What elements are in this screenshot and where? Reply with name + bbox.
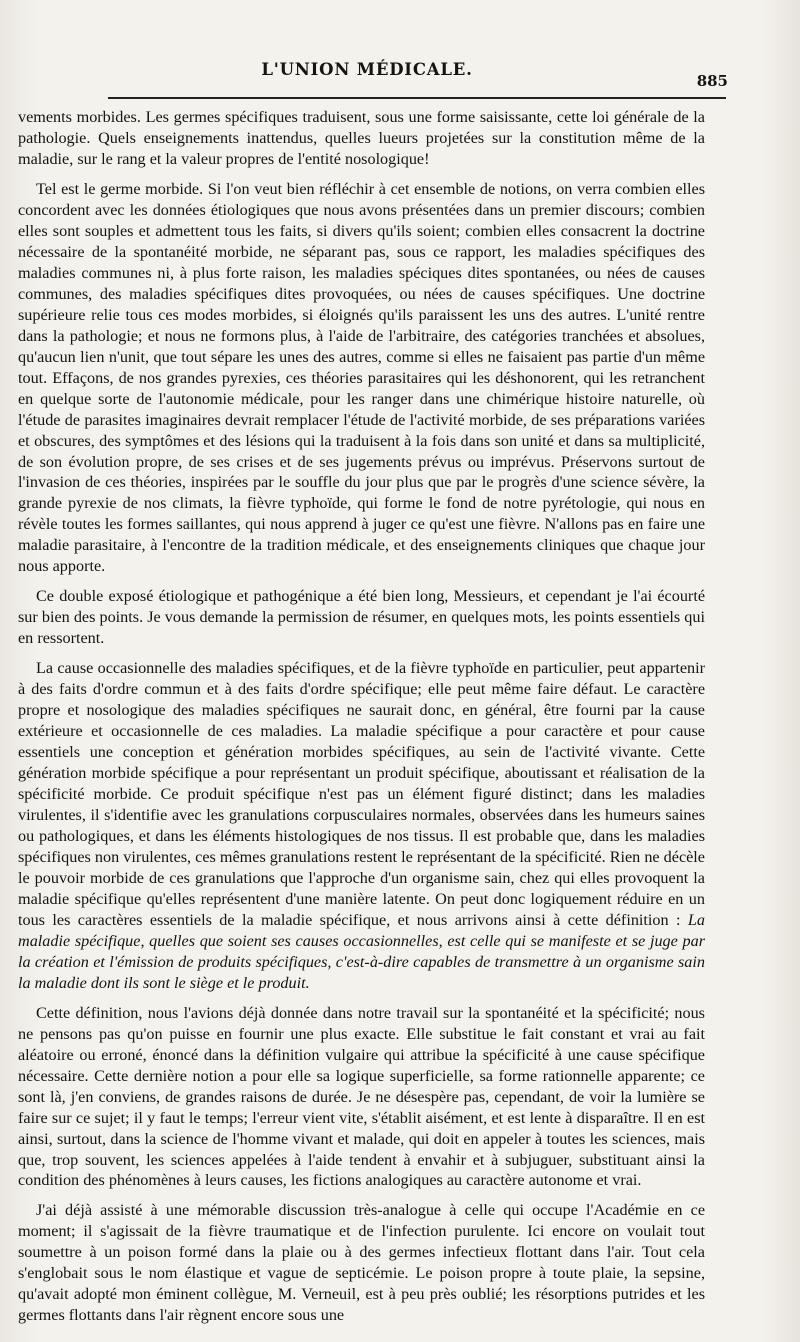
page-header <box>18 0 728 96</box>
journal-title: L'UNION MÉDICALE. <box>261 60 473 79</box>
page-number: 885 <box>696 72 728 90</box>
paragraph: J'ai déjà assisté à une mémorable discussion très-analogue à celle qui occupe l'Académie en ce moment; il s'agissait de la fièvre traumatique et de l'infection purulente. Ici encore on voulait tout soumettre à un poison formé dans la plaie ou à des germes infectieux flottant dans l'air. Tout cela s'englobait sous le nom élastique et vague de septicémie. Le poison propre à toute plaie, la sepsine, qu'avait adopté mon éminent collègue, M. Verneuil, est à peu près oublié; les résorptions putrides et les germes flottants dans l'air règnent encore sous une <box>18 1201 705 1325</box>
paragraph <box>18 658 705 994</box>
article-body <box>18 107 705 1337</box>
paragraph: Ce double exposé étiologique et pathogénique a été bien long, Messieurs, et cependant je l'ai écourté sur bien des points. Je vous demande la permission de résumer, en quelques mots, les points essentiels qui en ressortent. <box>18 587 705 648</box>
paragraph: Cette définition, nous l'avions déjà donnée dans notre travail sur la spontanéité et la spécificité; nous ne pensons pas qu'on puisse en fournir une plus exacte. Elle substitue le fait constant et vrai au fait aléatoire ou erroné, énoncé dans la définition vulgaire qui attribue la spécificité à une cause spécifique nécessaire. Cette dernière notion a pour elle sa logique superficielle, sa forme rationnelle apparente; ce sont là, j'en conviens, de grandes raisons de durée. Je ne désespère pas, cependant, de voir la lumière se faire sur ce sujet; il y faut le temps; l'erreur vient vite, s'établit aisément, et est lente à disparaître. Il en est ainsi, surtout, dans la science de l'homme vivant et malade, qui doit en appeler à toutes les sciences, mais que, trop souvent, les sciences appelées à l'aide tendent à envahir et à subjuguer, substituant ainsi la condition des phénomènes à leurs causes, les fictions analogiques au caractère autonome et vrai. <box>18 1003 705 1190</box>
paragraph: vements morbides. Les germes spécifiques traduisent, sous une forme saisissante, cette loi générale de la pathologie. Quels enseignements inattendus, quelles lueurs projetées sur la constitution même de la maladie, sur le rang et la valeur propres de l'entité nosologique! <box>18 108 705 168</box>
paragraph: Tel est le germe morbide. Si l'on veut bien réfléchir à cet ensemble de notions, on verra combien elles concordent avec les données étiologiques que nous avons présentées dans un premier discours; combien elles sont souples et admettent tous les faits, si divers qu'ils soient; combien elles consacrent la doctrine nécessaire de la spontanéité morbide, ne séparant pas, sous ce rapport, les maladies spécifiques des maladies communes ni, à plus forte raison, les maladies spéciques dites spontanées, ou nées de causes communes, des maladies spécifiques dites provoquées, ou nées de causes spécifiques. Une doctrine supérieure relie tous ces modes morbides, si éloignés qu'ils paraissent les uns des autres. L'unité rentre dans la pathologie; et nous ne formons plus, à l'aide de l'arbitraire, des catégories tranchées et absolues, qu'aucun lien n'unit, que tout sépare les unes des autres, comme si elles ne faisaient pas partie d'un même tout. Effaçons, de nos grandes pyrexies, ces théories parasitaires qui les déshonorent, qui les retranchent en quelque sorte de l'autonomie médicale, pour les ranger dans une chimérique histoire naturelle, où l'étude de parasites imaginaires devrait remplacer l'étude de l'activité morbide, de ses préparations variées et obscures, des symptômes et des lésions qui la traduisent à la fois dans son unité et dans sa multiplicité, de son évolution propre, de ses crises et de ses jugements prévus ou imprévus. Préservons surtout de l'invasion de ces théories, inspirées par le souffle du jour plus que par le progrès d'une science sévère, la grande pyrexie de nos climats, la fièvre typhoïde, qui forme le fond de notre pyrétologie, qui nous en révèle toutes les formes saillantes, qui nous apprend à juger ce qu'est une fièvre. N'allons pas en faire une maladie parasitaire, à l'encontre de la tradition médicale, et des enseignements cliniques que chaque jour nous apporte. <box>18 179 705 576</box>
definition-italic: La maladie spécifique, quelles que soient ses causes occasionnelles, est celle qui se manifeste et se juge par la création et l'émission de produits spécifiques, c'est-à-dire capables de transmettre à un organisme sain la maladie dont ils sont le siège et le produit. <box>18 910 705 992</box>
header-rule <box>108 97 726 99</box>
paragraph-text: La cause occasionnelle des maladies spécifiques, et de la fièvre typhoïde en particulier, peut appartenir à des faits d'ordre commun et à des faits d'ordre spécifique; elle peut même faire défaut. Le caractère propre et nosologique des maladies spécifiques ne saurait donc, en général, être fourni par la cause extérieure et occasionnelle de ces maladies. La maladie spécifique a pour caractère et pour cause essentiels une conception et génération morbides spécifiques, au sein de l'activité vivante. Cette génération morbide spécifique a pour représentant un produit spécifique, aboutissant et réalisation de la spécificité morbide. Ce produit spécifique n'est pas un élément figuré distinct; dans les maladies virulentes, il s'identifie avec les granulations corpusculaires normales, observées dans les humeurs saines ou pathologiques, et dans les éléments histologiques de nos tissus. Il est probable que, dans les maladies spécifiques non virulentes, ces mêmes granulations restent le représentant de la spécificité. Rien ne décèle le pouvoir morbide de ces granulations que l'approche d'un organisme sain, chez qui elles provoquent la maladie spécifique qu'elles représentent d'une manière latente. On peut donc logiquement réduire en un tous les caractères essentiels de la maladie spécifique, et nous arrivons ainsi à cette définition : <box>18 659 705 929</box>
